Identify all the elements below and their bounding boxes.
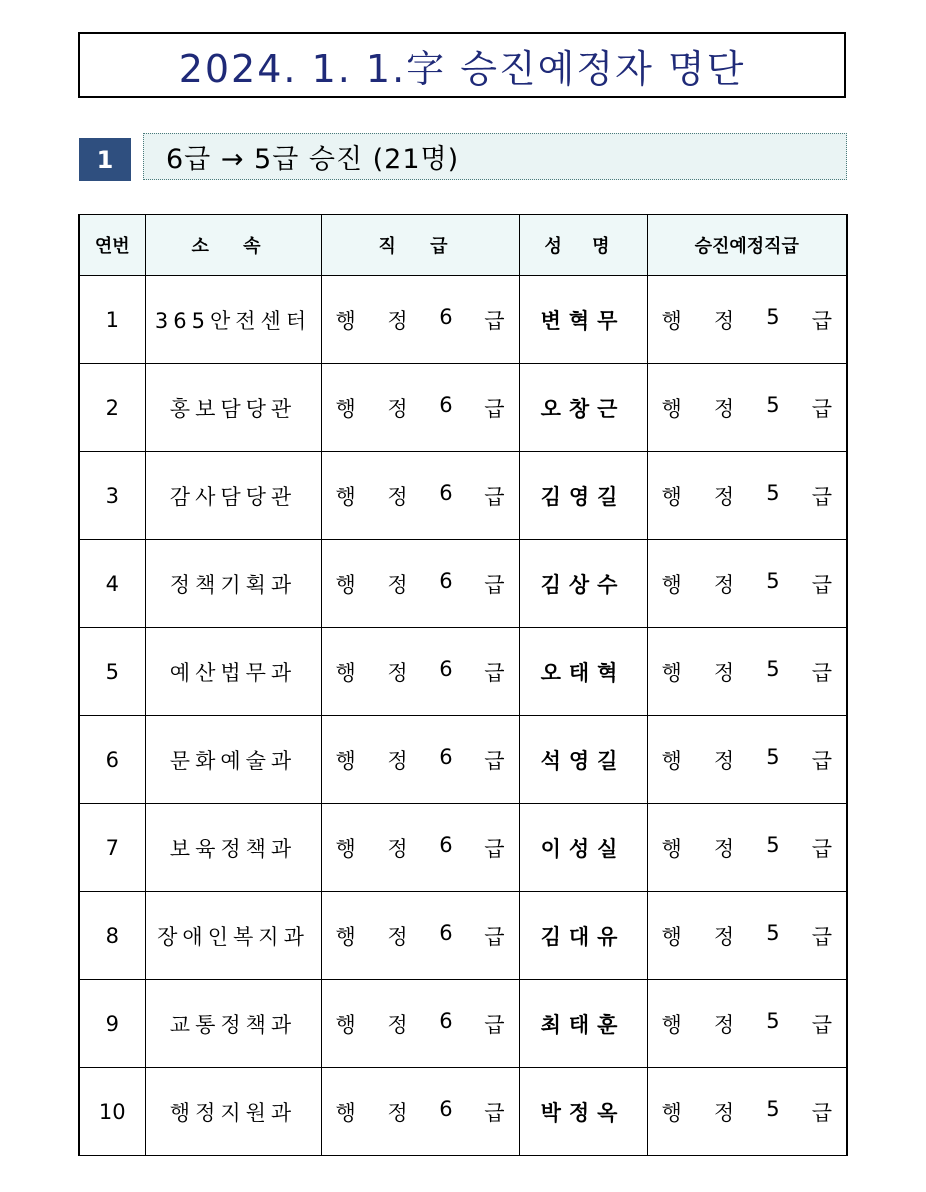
- grade-char: 정: [387, 1012, 408, 1037]
- target-grade-char: 5: [766, 1008, 780, 1033]
- target-grade-char: 정: [713, 1100, 735, 1125]
- promotion-table: [78, 214, 848, 1156]
- table-row: [79, 892, 847, 980]
- grade-char: 급: [484, 1100, 505, 1125]
- section-number-badge: 1: [79, 138, 131, 181]
- grade-char: 정: [387, 924, 408, 949]
- row-target-grade: [647, 716, 847, 804]
- grade-char: 6: [439, 1008, 453, 1033]
- grade-char: 6: [439, 656, 453, 681]
- row-grade: [321, 980, 519, 1068]
- target-grade-char: 정: [713, 748, 735, 773]
- row-grade: [321, 628, 519, 716]
- target-grade-char: 급: [811, 1012, 832, 1037]
- target-grade-char: 급: [811, 572, 832, 597]
- row-name: 박정옥: [519, 1068, 647, 1156]
- table-row: [79, 364, 847, 452]
- header-number: 연번: [79, 215, 145, 276]
- grade-char: 행: [335, 484, 356, 509]
- grade-char: 정: [387, 484, 408, 509]
- row-number: 9: [79, 980, 145, 1068]
- row-name: 김대유: [519, 892, 647, 980]
- row-target-grade: [647, 452, 847, 540]
- row-grade: [321, 804, 519, 892]
- row-department: 장애인복지과: [145, 892, 321, 980]
- grade-char: 행: [335, 396, 356, 421]
- row-number: 7: [79, 804, 145, 892]
- target-grade-char: 정: [713, 308, 735, 333]
- target-grade-char: 5: [766, 304, 780, 329]
- target-grade-char: 5: [766, 832, 780, 857]
- target-grade-char: 정: [713, 660, 735, 685]
- row-department: 365안전센터: [145, 276, 321, 364]
- row-grade: [321, 540, 519, 628]
- row-number: 10: [79, 1068, 145, 1156]
- header-grade: 직 급: [321, 215, 519, 276]
- row-grade: [321, 716, 519, 804]
- row-grade: [321, 1068, 519, 1156]
- table-row: [79, 716, 847, 804]
- table-row: [79, 980, 847, 1068]
- row-department: 문화예술과: [145, 716, 321, 804]
- grade-char: 6: [439, 568, 453, 593]
- grade-char: 정: [387, 308, 408, 333]
- grade-char: 급: [484, 836, 505, 861]
- grade-char: 6: [439, 1096, 453, 1121]
- grade-char: 정: [387, 836, 408, 861]
- target-grade-char: 급: [811, 308, 832, 333]
- target-grade-char: 행: [661, 572, 682, 597]
- target-grade-char: 급: [811, 660, 832, 685]
- row-name: 최태훈: [519, 980, 647, 1068]
- grade-char: 정: [387, 660, 408, 685]
- table-row: [79, 1068, 847, 1156]
- target-grade-char: 정: [713, 484, 735, 509]
- grade-char: 6: [439, 832, 453, 857]
- row-name: 김상수: [519, 540, 647, 628]
- target-grade-char: 행: [661, 924, 682, 949]
- table-row: [79, 540, 847, 628]
- row-department: 교통정책과: [145, 980, 321, 1068]
- grade-char: 6: [439, 304, 453, 329]
- grade-char: 급: [484, 308, 505, 333]
- table-row: [79, 628, 847, 716]
- row-name: 변혁무: [519, 276, 647, 364]
- target-grade-char: 5: [766, 920, 780, 945]
- target-grade-char: 급: [811, 836, 832, 861]
- row-name: 오태혁: [519, 628, 647, 716]
- target-grade-char: 5: [766, 656, 780, 681]
- target-grade-char: 행: [661, 748, 682, 773]
- target-grade-char: 정: [713, 396, 735, 421]
- row-grade: [321, 276, 519, 364]
- grade-char: 행: [335, 748, 356, 773]
- target-grade-char: 행: [661, 1100, 682, 1125]
- grade-char: 정: [387, 748, 408, 773]
- target-grade-char: 급: [811, 924, 832, 949]
- target-grade-char: 5: [766, 392, 780, 417]
- row-target-grade: [647, 804, 847, 892]
- row-department: 행정지원과: [145, 1068, 321, 1156]
- target-grade-char: 정: [713, 1012, 735, 1037]
- header-department: 소 속: [145, 215, 321, 276]
- target-grade-char: 행: [661, 308, 682, 333]
- grade-char: 행: [335, 924, 356, 949]
- row-department: 보육정책과: [145, 804, 321, 892]
- target-grade-char: 정: [713, 572, 735, 597]
- grade-char: 급: [484, 660, 505, 685]
- row-target-grade: [647, 540, 847, 628]
- row-grade: [321, 892, 519, 980]
- target-grade-char: 행: [661, 396, 682, 421]
- row-number: 2: [79, 364, 145, 452]
- grade-char: 급: [484, 1012, 505, 1037]
- document-title: 2024. 1. 1.字 승진예정자 명단: [78, 32, 846, 98]
- table-row: [79, 276, 847, 364]
- grade-char: 6: [439, 480, 453, 505]
- row-number: 3: [79, 452, 145, 540]
- target-grade-char: 5: [766, 568, 780, 593]
- row-name: 석영길: [519, 716, 647, 804]
- row-target-grade: [647, 628, 847, 716]
- grade-char: 행: [335, 836, 356, 861]
- row-number: 6: [79, 716, 145, 804]
- grade-char: 정: [387, 572, 408, 597]
- target-grade-char: 행: [661, 1012, 682, 1037]
- row-number: 5: [79, 628, 145, 716]
- grade-char: 급: [484, 748, 505, 773]
- grade-char: 6: [439, 744, 453, 769]
- row-target-grade: [647, 276, 847, 364]
- row-grade: [321, 452, 519, 540]
- grade-char: 급: [484, 484, 505, 509]
- target-grade-char: 급: [811, 484, 832, 509]
- target-grade-char: 행: [661, 660, 682, 685]
- target-grade-char: 5: [766, 1096, 780, 1121]
- row-department: 예산법무과: [145, 628, 321, 716]
- section-title: 6급 → 5급 승진 (21명): [143, 133, 847, 180]
- grade-char: 급: [484, 924, 505, 949]
- grade-char: 6: [439, 392, 453, 417]
- row-target-grade: [647, 364, 847, 452]
- row-department: 감사담당관: [145, 452, 321, 540]
- row-department: 정책기획과: [145, 540, 321, 628]
- header-target-grade: 승진예정직급: [647, 215, 847, 276]
- grade-char: 행: [335, 308, 356, 333]
- row-number: 1: [79, 276, 145, 364]
- grade-char: 정: [387, 1100, 408, 1125]
- header-name: 성 명: [519, 215, 647, 276]
- row-target-grade: [647, 892, 847, 980]
- row-target-grade: [647, 980, 847, 1068]
- target-grade-char: 행: [661, 484, 682, 509]
- row-number: 8: [79, 892, 145, 980]
- grade-char: 행: [335, 1100, 356, 1125]
- table-row: [79, 452, 847, 540]
- row-name: 이성실: [519, 804, 647, 892]
- table-body: [79, 276, 847, 1156]
- grade-char: 급: [484, 572, 505, 597]
- target-grade-char: 급: [811, 1100, 832, 1125]
- table-row: [79, 804, 847, 892]
- table-header-row: [79, 215, 847, 276]
- row-number: 4: [79, 540, 145, 628]
- target-grade-char: 급: [811, 396, 832, 421]
- row-department: 홍보담당관: [145, 364, 321, 452]
- grade-char: 행: [335, 660, 356, 685]
- row-target-grade: [647, 1068, 847, 1156]
- row-grade: [321, 364, 519, 452]
- target-grade-char: 급: [811, 748, 832, 773]
- row-name: 김영길: [519, 452, 647, 540]
- target-grade-char: 5: [766, 480, 780, 505]
- target-grade-char: 행: [661, 836, 682, 861]
- target-grade-char: 5: [766, 744, 780, 769]
- target-grade-char: 정: [713, 924, 735, 949]
- grade-char: 6: [439, 920, 453, 945]
- grade-char: 급: [484, 396, 505, 421]
- grade-char: 행: [335, 572, 356, 597]
- grade-char: 정: [387, 396, 408, 421]
- grade-char: 행: [335, 1012, 356, 1037]
- target-grade-char: 정: [713, 836, 735, 861]
- row-name: 오창근: [519, 364, 647, 452]
